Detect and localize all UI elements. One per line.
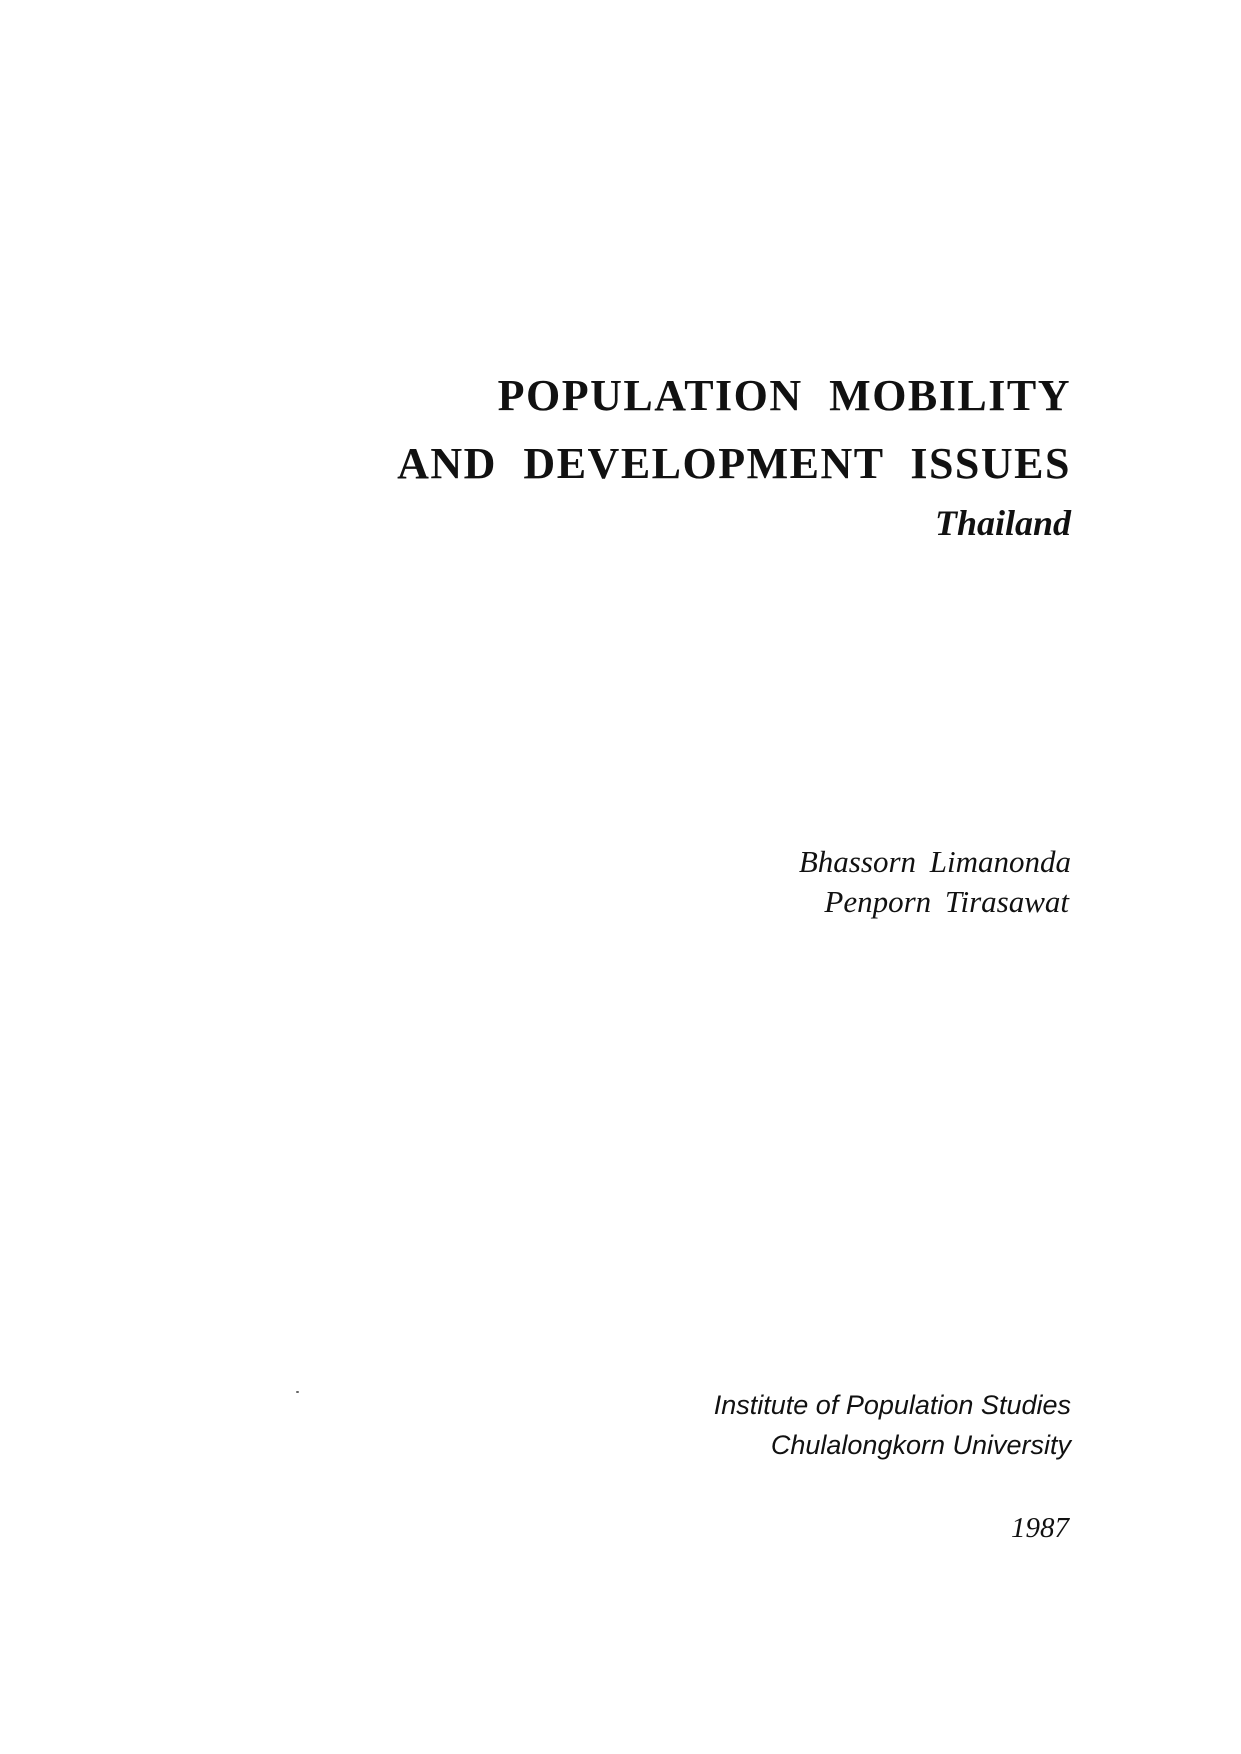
author-2: Penporn Tirasawat (824, 884, 1069, 919)
university-name: Chulalongkorn University (770, 1430, 1071, 1460)
publication-year: 1987 (1011, 1512, 1069, 1544)
title-line-2: AND DEVELOPMENT ISSUES (397, 439, 1071, 488)
authors (799, 842, 1071, 922)
scan-speck (296, 1391, 299, 1393)
title-block (397, 362, 1071, 548)
institution (714, 1385, 1071, 1465)
institution-name: Institute of Population Studies (713, 1390, 1071, 1420)
author-1: Bhassorn Limanonda (798, 844, 1071, 879)
subtitle: Thailand (934, 503, 1071, 543)
title-line-1: POPULATION MOBILITY (497, 371, 1071, 420)
